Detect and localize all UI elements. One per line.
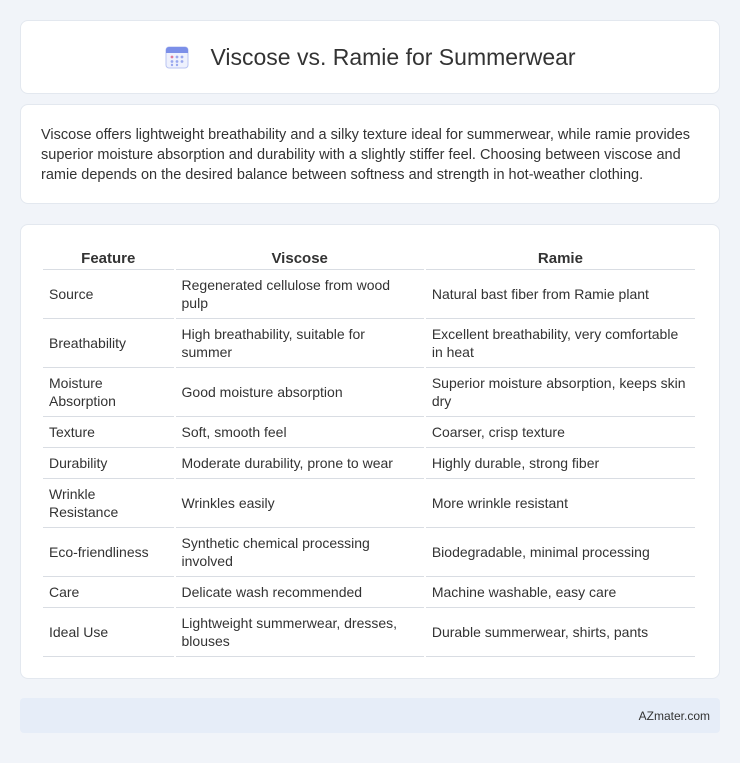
cell-viscose: Good moisture absorption <box>176 368 424 417</box>
cell-ramie: Biodegradable, minimal processing <box>426 528 695 577</box>
cell-viscose: Lightweight summerwear, dresses, blouses <box>176 608 424 657</box>
cell-feature: Wrinkle Resistance <box>43 479 174 528</box>
intro-text: Viscose offers lightweight breathability and a silky texture ideal for summerwear, while ramie provides superior moisture absorption and durability with a slightly stiffer feel. Choosing between viscose and ramie depends on the desired balance between softness and strength in hot-weather clothing. <box>41 127 691 183</box>
table-row <box>43 319 695 368</box>
table-header-row <box>43 245 695 270</box>
cell-viscose: Regenerated cellulose from wood pulp <box>176 270 424 319</box>
cell-feature: Source <box>43 270 174 319</box>
cell-viscose: High breathability, suitable for summer <box>176 319 424 368</box>
cell-ramie: Excellent breathability, very comfortable in heat <box>426 319 695 368</box>
cell-ramie: Durable summerwear, shirts, pants <box>426 608 695 657</box>
cell-feature: Ideal Use <box>43 608 174 657</box>
table-row <box>43 448 695 479</box>
header-feature: Feature <box>43 245 174 270</box>
header-viscose: Viscose <box>176 245 424 270</box>
cell-feature: Care <box>43 577 174 608</box>
cell-feature: Breathability <box>43 319 174 368</box>
cell-feature: Moisture Absorption <box>43 368 174 417</box>
cell-viscose: Soft, smooth feel <box>176 417 424 448</box>
comparison-table <box>41 245 697 657</box>
cell-viscose: Wrinkles easily <box>176 479 424 528</box>
cell-ramie: Coarser, crisp texture <box>426 417 695 448</box>
cell-viscose: Moderate durability, prone to wear <box>176 448 424 479</box>
cell-ramie: More wrinkle resistant <box>426 479 695 528</box>
intro-card <box>20 104 720 204</box>
footer-bar <box>20 698 720 733</box>
header-ramie: Ramie <box>426 245 695 270</box>
footer-site-link[interactable]: AZmater.com <box>638 708 710 723</box>
cell-feature: Texture <box>43 417 174 448</box>
calendar-icon <box>164 44 190 70</box>
cell-ramie: Machine washable, easy care <box>426 577 695 608</box>
cell-viscose: Delicate wash recommended <box>176 577 424 608</box>
table-row <box>43 270 695 319</box>
table-row <box>43 368 695 417</box>
table-row <box>43 528 695 577</box>
cell-ramie: Superior moisture absorption, keeps skin dry <box>426 368 695 417</box>
cell-viscose: Synthetic chemical processing involved <box>176 528 424 577</box>
cell-feature: Eco-friendliness <box>43 528 174 577</box>
table-row <box>43 479 695 528</box>
table-row <box>43 577 695 608</box>
comparison-table-card <box>20 224 720 679</box>
table-row <box>43 608 695 657</box>
page-title: Viscose vs. Ramie for Summerwear <box>210 43 576 70</box>
cell-feature: Durability <box>43 448 174 479</box>
table-row <box>43 417 695 448</box>
cell-ramie: Natural bast fiber from Ramie plant <box>426 270 695 319</box>
cell-ramie: Highly durable, strong fiber <box>426 448 695 479</box>
title-card <box>20 20 720 94</box>
